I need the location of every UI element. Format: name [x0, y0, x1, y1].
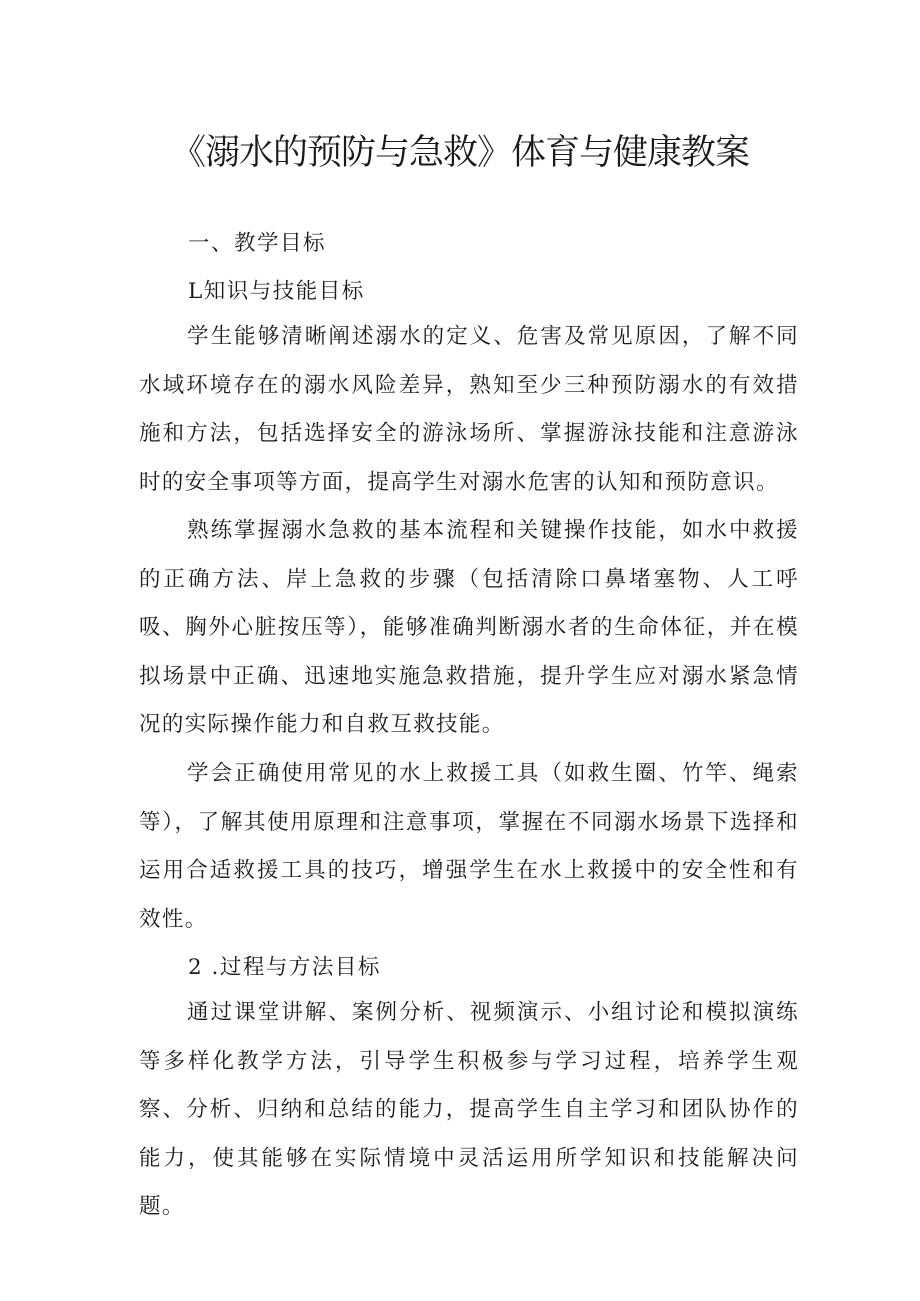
paragraph-rescue-tools: 学会正确使用常见的水上救援工具（如救生圈、竹竿、绳索等），了解其使用原理和注意事项，掌握在不同溺水场景下选择和运用合适救援工具的技巧，增强学生在水上救援中的安全性和有效性。: [139, 761, 799, 932]
paragraph-drowning-prevention-knowledge: 学生能够清晰阐述溺水的定义、危害及常见原因，了解不同水域环境存在的溺水风险差异，熟知至少三种预防溺水的有效措施和方法，包括选择安全的游泳场所、掌握游泳技能和注意游泳时的安全事项等方面，提高学生对溺水危害的认知和预防意识。: [139, 324, 799, 495]
paragraph-first-aid-skills: 熟练掌握溺水急救的基本流程和关键操作技能，如水中救援的正确方法、岸上急救的步骤（包括清除口鼻堵塞物、人工呼吸、胸外心脏按压等），能够准确判断溺水者的生命体征，并在模拟场景中正确、迅速地实施急救措施，提升学生应对溺水紧急情况的实际操作能力和自救互救技能。: [139, 518, 799, 738]
document-title: 《溺水的预防与急救》体育与健康教案: [170, 133, 749, 173]
paragraph-teaching-methods: 通过课堂讲解、案例分析、视频演示、小组讨论和模拟演练等多样化教学方法，引导学生积极参与学习过程，培养学生观察、分析、归纳和总结的能力，提高学生自主学习和团队协作的能力，使其能够在实际情境中灵活运用所学知识和技能解决问题。: [139, 1000, 799, 1220]
subsection-heading-knowledge-skills: L知识与技能目标: [188, 279, 365, 304]
section-heading-teaching-goals: 一、教学目标: [188, 231, 327, 256]
subsection-heading-process-methods: 2 .过程与方法目标: [188, 955, 381, 980]
